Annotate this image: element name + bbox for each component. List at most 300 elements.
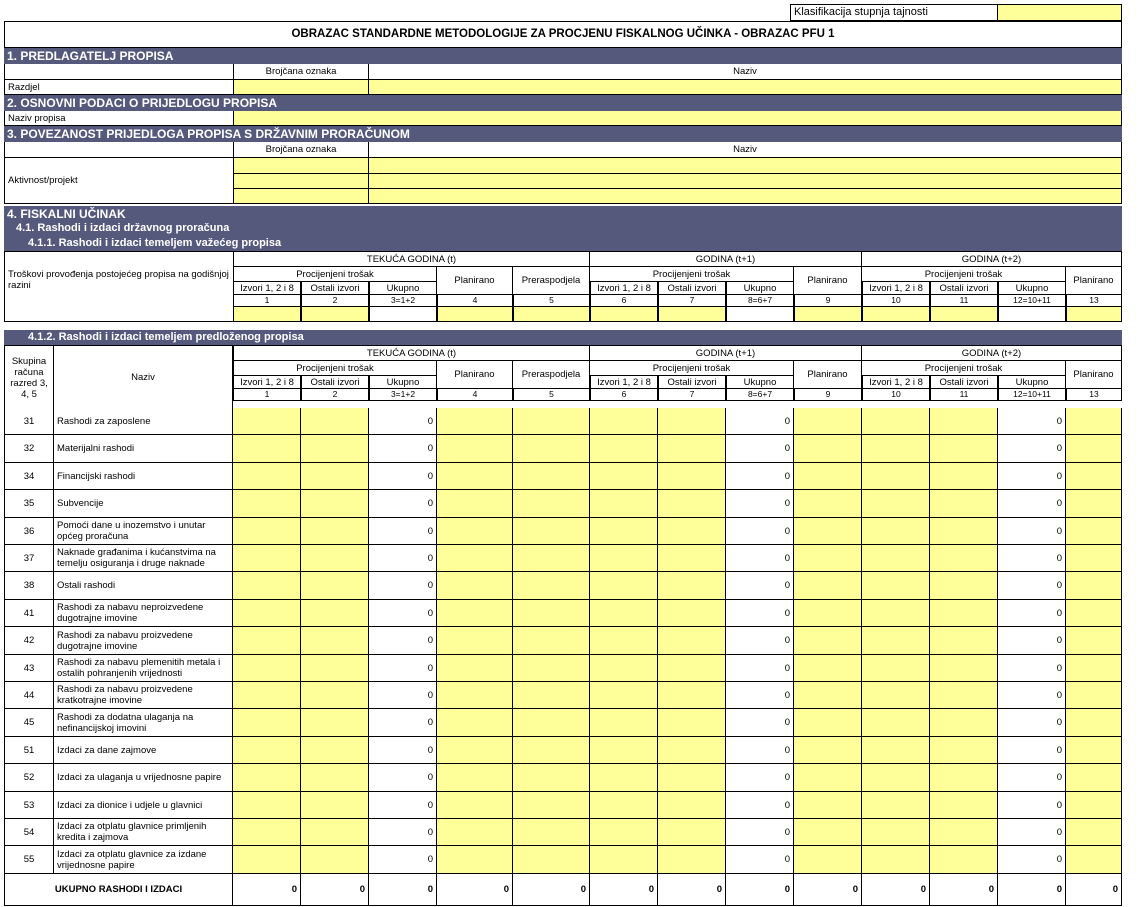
row-41-input-col-10[interactable] xyxy=(862,600,930,627)
row-42-input-col-5[interactable] xyxy=(513,627,590,655)
row-37-input-col-13[interactable] xyxy=(1066,545,1122,572)
row-53-input-col-11[interactable] xyxy=(930,792,998,819)
row-45-input-col-4[interactable] xyxy=(437,709,513,737)
t411-input-col-11[interactable] xyxy=(930,307,998,322)
aktivnost-name-input-2[interactable] xyxy=(369,173,1122,188)
t411-est-cost-t2: Procijenjeni trošak xyxy=(862,266,1066,281)
row-41-input-col-1[interactable] xyxy=(233,600,301,627)
row-44-input-col-11[interactable] xyxy=(930,682,998,709)
row-53-input-col-6[interactable] xyxy=(590,792,658,819)
row-54-input-col-2[interactable] xyxy=(301,819,369,846)
row-name-52: Izdaci za ulaganja u vrijednosne papire xyxy=(54,764,233,792)
row-42-input-col-11[interactable] xyxy=(930,627,998,655)
row-42-input-col-9[interactable] xyxy=(794,627,862,655)
t411-col-number-11: 11 xyxy=(930,294,998,307)
total-row-col-6: 0 xyxy=(590,874,658,906)
total-row-col-12: 0 xyxy=(998,874,1066,906)
t411-col-number-3: 3=1+2 xyxy=(369,294,437,307)
row-43-input-col-7[interactable] xyxy=(658,655,726,682)
row-32-input-col-6[interactable] xyxy=(590,435,658,463)
row-37-input-col-5[interactable] xyxy=(513,545,590,572)
t411-col-number-8: 8=6+7 xyxy=(726,294,794,307)
t411-subhead-0-2: Ukupno xyxy=(369,281,437,294)
row-53-input-col-9[interactable] xyxy=(794,792,862,819)
row-41-input-col-9[interactable] xyxy=(794,600,862,627)
classification-input[interactable] xyxy=(998,4,1122,21)
row-54-input-col-4[interactable] xyxy=(437,819,513,846)
row-45-input-col-13[interactable] xyxy=(1066,709,1122,737)
row-55-input-col-11[interactable] xyxy=(930,846,998,874)
row-44-input-col-4[interactable] xyxy=(437,682,513,709)
row-52-input-col-2[interactable] xyxy=(301,764,369,792)
row-34-input-col-10[interactable] xyxy=(862,463,930,490)
t411-year-t2: GODINA (t+2) xyxy=(862,251,1122,266)
row-code-43: 43 xyxy=(4,655,54,682)
t412-col-number-9: 9 xyxy=(794,388,862,401)
row-35-input-col-11[interactable] xyxy=(930,490,998,518)
row-32-input-col-10[interactable] xyxy=(862,435,930,463)
row-51-total-1: 0 xyxy=(369,737,437,764)
row-name-37: Naknade građanima i kućanstvima na temelju osiguranja i druge naknade xyxy=(54,545,233,572)
row-44-input-col-9[interactable] xyxy=(794,682,862,709)
row-43-input-col-1[interactable] xyxy=(233,655,301,682)
t412-subhead-2-2: Ukupno xyxy=(998,375,1066,388)
row-36-input-col-5[interactable] xyxy=(513,518,590,545)
row-code-52: 52 xyxy=(4,764,54,792)
row-name-41: Rashodi za nabavu neproizvedene dugotrajne imovine xyxy=(54,600,233,627)
row-42-input-col-2[interactable] xyxy=(301,627,369,655)
row-52-input-col-6[interactable] xyxy=(590,764,658,792)
row-54-input-col-13[interactable] xyxy=(1066,819,1122,846)
row-55-input-col-13[interactable] xyxy=(1066,846,1122,874)
row-36-input-col-10[interactable] xyxy=(862,518,930,545)
row-52-total-3: 0 xyxy=(998,764,1066,792)
t411-planned-t: Planirano xyxy=(437,266,513,294)
row-31-total-1: 0 xyxy=(369,408,437,435)
row-54-input-col-9[interactable] xyxy=(794,819,862,846)
row-53-input-col-10[interactable] xyxy=(862,792,930,819)
row-42-input-col-10[interactable] xyxy=(862,627,930,655)
row-51-input-col-10[interactable] xyxy=(862,737,930,764)
row-code-44: 44 xyxy=(4,682,54,709)
row-43-input-col-5[interactable] xyxy=(513,655,590,682)
row-45-input-col-11[interactable] xyxy=(930,709,998,737)
t412-est-cost-t1: Procijenjeni trošak xyxy=(590,360,794,375)
row-55-input-col-1[interactable] xyxy=(233,846,301,874)
row-51-input-col-9[interactable] xyxy=(794,737,862,764)
row-53-input-col-13[interactable] xyxy=(1066,792,1122,819)
row-36-input-col-4[interactable] xyxy=(437,518,513,545)
row-45-input-col-10[interactable] xyxy=(862,709,930,737)
row-36-input-col-2[interactable] xyxy=(301,518,369,545)
razdjel-name-input[interactable] xyxy=(369,79,1122,95)
row-38-total-1: 0 xyxy=(369,572,437,600)
row-38-input-col-10[interactable] xyxy=(862,572,930,600)
row-31-total-2: 0 xyxy=(726,408,794,435)
row-38-input-col-5[interactable] xyxy=(513,572,590,600)
row-31-input-col-1[interactable] xyxy=(233,408,301,435)
section-1-heading: 1. PREDLAGATELJ PROPISA xyxy=(4,48,1122,64)
row-44-input-col-1[interactable] xyxy=(233,682,301,709)
t411-input-col-10[interactable] xyxy=(862,307,930,322)
row-37-input-col-7[interactable] xyxy=(658,545,726,572)
row-45-total-3: 0 xyxy=(998,709,1066,737)
row-41-total-2: 0 xyxy=(726,600,794,627)
naziv-propisa-input[interactable] xyxy=(233,111,1122,126)
row-35-input-col-13[interactable] xyxy=(1066,490,1122,518)
aktivnost-code-input-3[interactable] xyxy=(233,188,369,204)
row-35-input-col-1[interactable] xyxy=(233,490,301,518)
row-42-total-1: 0 xyxy=(369,627,437,655)
row-43-input-col-4[interactable] xyxy=(437,655,513,682)
section-2-heading: 2. OSNOVNI PODACI O PRIJEDLOGU PROPISA xyxy=(4,95,1122,111)
row-38-input-col-4[interactable] xyxy=(437,572,513,600)
t411-col-number-12: 12=10+11 xyxy=(998,294,1066,307)
row-36-input-col-13[interactable] xyxy=(1066,518,1122,545)
row-31-total-3: 0 xyxy=(998,408,1066,435)
row-55-input-col-4[interactable] xyxy=(437,846,513,874)
row-32-input-col-13[interactable] xyxy=(1066,435,1122,463)
t411-input-col-1[interactable] xyxy=(233,307,301,322)
row-31-input-col-4[interactable] xyxy=(437,408,513,435)
row-44-input-col-6[interactable] xyxy=(590,682,658,709)
row-34-input-col-5[interactable] xyxy=(513,463,590,490)
section-3-heading: 3. POVEZANOST PRIJEDLOGA PROPISA S DRŽAVNIM PRORAČUNOM xyxy=(4,126,1122,142)
row-53-input-col-5[interactable] xyxy=(513,792,590,819)
row-45-input-col-1[interactable] xyxy=(233,709,301,737)
row-55-input-col-6[interactable] xyxy=(590,846,658,874)
row-35-input-col-2[interactable] xyxy=(301,490,369,518)
row-36-input-col-7[interactable] xyxy=(658,518,726,545)
aktivnost-name-input-3[interactable] xyxy=(369,188,1122,204)
razdjel-code-input[interactable] xyxy=(233,79,369,95)
row-55-input-col-7[interactable] xyxy=(658,846,726,874)
row-31-input-col-5[interactable] xyxy=(513,408,590,435)
row-54-input-col-10[interactable] xyxy=(862,819,930,846)
row-37-input-col-11[interactable] xyxy=(930,545,998,572)
row-54-input-col-7[interactable] xyxy=(658,819,726,846)
t411-col-number-4: 4 xyxy=(437,294,513,307)
t411-subhead-2-2: Ukupno xyxy=(998,281,1066,294)
section-1-col-name: Naziv xyxy=(369,64,1122,79)
row-code-55: 55 xyxy=(4,846,54,874)
row-41-input-col-13[interactable] xyxy=(1066,600,1122,627)
row-42-input-col-1[interactable] xyxy=(233,627,301,655)
row-35-total-2: 0 xyxy=(726,490,794,518)
row-51-input-col-11[interactable] xyxy=(930,737,998,764)
row-41-input-col-11[interactable] xyxy=(930,600,998,627)
row-43-input-col-11[interactable] xyxy=(930,655,998,682)
row-name-34: Financijski rashodi xyxy=(54,463,233,490)
row-53-total-2: 0 xyxy=(726,792,794,819)
t411-input-col-8[interactable] xyxy=(726,307,794,322)
row-44-input-col-7[interactable] xyxy=(658,682,726,709)
row-36-input-col-11[interactable] xyxy=(930,518,998,545)
row-52-total-2: 0 xyxy=(726,764,794,792)
row-35-input-col-9[interactable] xyxy=(794,490,862,518)
row-52-input-col-1[interactable] xyxy=(233,764,301,792)
row-32-total-3: 0 xyxy=(998,435,1066,463)
row-41-input-col-5[interactable] xyxy=(513,600,590,627)
row-name-31: Rashodi za zaposlene xyxy=(54,408,233,435)
t411-input-col-7[interactable] xyxy=(658,307,726,322)
row-41-input-col-2[interactable] xyxy=(301,600,369,627)
row-code-45: 45 xyxy=(4,709,54,737)
aktivnost-code-input-2[interactable] xyxy=(233,173,369,188)
row-37-total-1: 0 xyxy=(369,545,437,572)
row-53-input-col-4[interactable] xyxy=(437,792,513,819)
row-code-42: 42 xyxy=(4,627,54,655)
aktivnost-name-input-1[interactable] xyxy=(369,157,1122,173)
row-55-input-col-5[interactable] xyxy=(513,846,590,874)
row-31-input-col-13[interactable] xyxy=(1066,408,1122,435)
total-row-label: UKUPNO RASHODI I IZDACI xyxy=(4,874,233,906)
aktivnost-code-input-1[interactable] xyxy=(233,157,369,173)
row-54-input-col-6[interactable] xyxy=(590,819,658,846)
row-55-total-3: 0 xyxy=(998,846,1066,874)
t411-input-col-13[interactable] xyxy=(1066,307,1122,322)
row-44-total-2: 0 xyxy=(726,682,794,709)
row-45-input-col-7[interactable] xyxy=(658,709,726,737)
row-34-input-col-1[interactable] xyxy=(233,463,301,490)
row-43-input-col-13[interactable] xyxy=(1066,655,1122,682)
row-42-input-col-13[interactable] xyxy=(1066,627,1122,655)
row-53-input-col-7[interactable] xyxy=(658,792,726,819)
row-43-input-col-10[interactable] xyxy=(862,655,930,682)
row-51-input-col-2[interactable] xyxy=(301,737,369,764)
row-36-total-2: 0 xyxy=(726,518,794,545)
row-45-input-col-5[interactable] xyxy=(513,709,590,737)
row-43-input-col-6[interactable] xyxy=(590,655,658,682)
row-55-input-col-10[interactable] xyxy=(862,846,930,874)
row-code-36: 36 xyxy=(4,518,54,545)
row-34-input-col-2[interactable] xyxy=(301,463,369,490)
row-37-input-col-10[interactable] xyxy=(862,545,930,572)
row-52-input-col-13[interactable] xyxy=(1066,764,1122,792)
row-32-input-col-5[interactable] xyxy=(513,435,590,463)
t411-input-col-6[interactable] xyxy=(590,307,658,322)
t412-col-number-10: 10 xyxy=(862,388,930,401)
row-44-total-3: 0 xyxy=(998,682,1066,709)
row-43-input-col-9[interactable] xyxy=(794,655,862,682)
t412-year-t: TEKUĆA GODINA (t) xyxy=(233,345,590,360)
razdjel-label: Razdjel xyxy=(4,79,233,95)
row-36-input-col-9[interactable] xyxy=(794,518,862,545)
row-34-input-col-6[interactable] xyxy=(590,463,658,490)
row-43-input-col-2[interactable] xyxy=(301,655,369,682)
row-38-input-col-11[interactable] xyxy=(930,572,998,600)
row-code-31: 31 xyxy=(4,408,54,435)
row-53-input-col-2[interactable] xyxy=(301,792,369,819)
row-41-input-col-4[interactable] xyxy=(437,600,513,627)
row-51-input-col-13[interactable] xyxy=(1066,737,1122,764)
t412-planned-t: Planirano xyxy=(437,360,513,388)
row-34-input-col-13[interactable] xyxy=(1066,463,1122,490)
row-code-34: 34 xyxy=(4,463,54,490)
section-3-col-code: Brojčana oznaka xyxy=(233,142,369,157)
row-42-input-col-4[interactable] xyxy=(437,627,513,655)
row-51-input-col-5[interactable] xyxy=(513,737,590,764)
row-52-input-col-11[interactable] xyxy=(930,764,998,792)
row-51-input-col-6[interactable] xyxy=(590,737,658,764)
t411-col-number-9: 9 xyxy=(794,294,862,307)
row-54-input-col-11[interactable] xyxy=(930,819,998,846)
row-51-input-col-4[interactable] xyxy=(437,737,513,764)
row-32-total-2: 0 xyxy=(726,435,794,463)
t411-input-col-2[interactable] xyxy=(301,307,369,322)
row-38-input-col-7[interactable] xyxy=(658,572,726,600)
t411-col-number-7: 7 xyxy=(658,294,726,307)
row-51-total-2: 0 xyxy=(726,737,794,764)
row-37-input-col-4[interactable] xyxy=(437,545,513,572)
row-38-input-col-6[interactable] xyxy=(590,572,658,600)
t412-subhead-2-1: Ostali izvori xyxy=(930,375,998,388)
row-36-input-col-6[interactable] xyxy=(590,518,658,545)
t411-year-t1: GODINA (t+1) xyxy=(590,251,862,266)
row-name-54: Izdaci za otplatu glavnice primljenih kredita i zajmova xyxy=(54,819,233,846)
t411-input-col-3[interactable] xyxy=(369,307,437,322)
row-31-input-col-9[interactable] xyxy=(794,408,862,435)
t412-col-number-11: 11 xyxy=(930,388,998,401)
section-1-col-code: Brojčana oznaka xyxy=(233,64,369,79)
t412-planned-t2: Planirano xyxy=(1066,360,1122,388)
row-32-total-1: 0 xyxy=(369,435,437,463)
row-34-total-3: 0 xyxy=(998,463,1066,490)
row-41-input-col-6[interactable] xyxy=(590,600,658,627)
row-52-input-col-5[interactable] xyxy=(513,764,590,792)
row-35-input-col-7[interactable] xyxy=(658,490,726,518)
row-32-input-col-7[interactable] xyxy=(658,435,726,463)
t411-input-col-9[interactable] xyxy=(794,307,862,322)
t412-col-number-1: 1 xyxy=(233,388,301,401)
row-code-54: 54 xyxy=(4,819,54,846)
row-32-input-col-2[interactable] xyxy=(301,435,369,463)
row-35-input-col-5[interactable] xyxy=(513,490,590,518)
t412-col-number-13: 13 xyxy=(1066,388,1122,401)
t411-subhead-1-2: Ukupno xyxy=(726,281,794,294)
row-51-input-col-7[interactable] xyxy=(658,737,726,764)
t411-planned-t2: Planirano xyxy=(1066,266,1122,294)
row-31-input-col-2[interactable] xyxy=(301,408,369,435)
row-44-input-col-2[interactable] xyxy=(301,682,369,709)
t412-col-number-5: 5 xyxy=(513,388,590,401)
row-54-input-col-5[interactable] xyxy=(513,819,590,846)
t412-year-t2: GODINA (t+2) xyxy=(862,345,1122,360)
row-34-input-col-9[interactable] xyxy=(794,463,862,490)
row-31-input-col-10[interactable] xyxy=(862,408,930,435)
t412-subhead-2-0: Izvori 1, 2 i 8 xyxy=(862,375,930,388)
section-412-heading: 4.1.2. Rashodi i izdaci temeljem predloženog propisa xyxy=(4,330,1122,345)
row-55-input-col-9[interactable] xyxy=(794,846,862,874)
row-37-input-col-2[interactable] xyxy=(301,545,369,572)
row-37-total-2: 0 xyxy=(726,545,794,572)
row-38-input-col-1[interactable] xyxy=(233,572,301,600)
row-31-input-col-7[interactable] xyxy=(658,408,726,435)
t411-input-col-5[interactable] xyxy=(513,307,590,322)
row-34-input-col-4[interactable] xyxy=(437,463,513,490)
row-45-input-col-6[interactable] xyxy=(590,709,658,737)
row-32-input-col-9[interactable] xyxy=(794,435,862,463)
row-54-input-col-1[interactable] xyxy=(233,819,301,846)
row-34-total-1: 0 xyxy=(369,463,437,490)
total-row-col-9: 0 xyxy=(794,874,862,906)
t412-col-number-7: 7 xyxy=(658,388,726,401)
total-row-col-7: 0 xyxy=(658,874,726,906)
row-44-input-col-10[interactable] xyxy=(862,682,930,709)
row-32-input-col-1[interactable] xyxy=(233,435,301,463)
row-45-input-col-9[interactable] xyxy=(794,709,862,737)
row-52-input-col-4[interactable] xyxy=(437,764,513,792)
row-36-input-col-1[interactable] xyxy=(233,518,301,545)
row-45-total-2: 0 xyxy=(726,709,794,737)
section-411-heading: 4.1.1. Rashodi i izdaci temeljem važećeg propisa xyxy=(4,236,1122,251)
row-54-total-3: 0 xyxy=(998,819,1066,846)
t412-subhead-0-0: Izvori 1, 2 i 8 xyxy=(233,375,301,388)
row-38-input-col-9[interactable] xyxy=(794,572,862,600)
total-row-col-11: 0 xyxy=(930,874,998,906)
row-35-input-col-10[interactable] xyxy=(862,490,930,518)
t411-input-col-12[interactable] xyxy=(998,307,1066,322)
row-name-55: Izdaci za otplatu glavnice za izdane vrijednosne papire xyxy=(54,846,233,874)
row-52-input-col-7[interactable] xyxy=(658,764,726,792)
row-code-38: 38 xyxy=(4,572,54,600)
row-41-input-col-7[interactable] xyxy=(658,600,726,627)
row-44-total-1: 0 xyxy=(369,682,437,709)
row-37-input-col-9[interactable] xyxy=(794,545,862,572)
row-42-input-col-7[interactable] xyxy=(658,627,726,655)
row-51-input-col-1[interactable] xyxy=(233,737,301,764)
row-34-input-col-11[interactable] xyxy=(930,463,998,490)
total-row-col-3: 0 xyxy=(369,874,437,906)
section-3-blank xyxy=(4,142,233,157)
row-32-input-col-4[interactable] xyxy=(437,435,513,463)
t411-est-cost-t: Procijenjeni trošak xyxy=(233,266,437,281)
row-37-input-col-1[interactable] xyxy=(233,545,301,572)
row-35-input-col-4[interactable] xyxy=(437,490,513,518)
row-32-input-col-11[interactable] xyxy=(930,435,998,463)
row-36-total-1: 0 xyxy=(369,518,437,545)
t411-subhead-2-0: Izvori 1, 2 i 8 xyxy=(862,281,930,294)
t411-input-col-4[interactable] xyxy=(437,307,513,322)
row-34-total-2: 0 xyxy=(726,463,794,490)
row-31-input-col-6[interactable] xyxy=(590,408,658,435)
row-name-32: Materijalni rashodi xyxy=(54,435,233,463)
row-45-input-col-2[interactable] xyxy=(301,709,369,737)
row-name-45: Rashodi za dodatna ulaganja na nefinancijskoj imovini xyxy=(54,709,233,737)
row-41-total-1: 0 xyxy=(369,600,437,627)
row-53-input-col-1[interactable] xyxy=(233,792,301,819)
row-44-input-col-13[interactable] xyxy=(1066,682,1122,709)
total-row-col-10: 0 xyxy=(862,874,930,906)
row-42-total-2: 0 xyxy=(726,627,794,655)
row-41-total-3: 0 xyxy=(998,600,1066,627)
row-38-input-col-2[interactable] xyxy=(301,572,369,600)
row-38-input-col-13[interactable] xyxy=(1066,572,1122,600)
t412-subhead-1-1: Ostali izvori xyxy=(658,375,726,388)
row-55-input-col-2[interactable] xyxy=(301,846,369,874)
row-36-total-3: 0 xyxy=(998,518,1066,545)
row-44-input-col-5[interactable] xyxy=(513,682,590,709)
row-42-input-col-6[interactable] xyxy=(590,627,658,655)
row-37-input-col-6[interactable] xyxy=(590,545,658,572)
row-52-input-col-10[interactable] xyxy=(862,764,930,792)
t411-col-number-13: 13 xyxy=(1066,294,1122,307)
row-31-input-col-11[interactable] xyxy=(930,408,998,435)
row-35-input-col-6[interactable] xyxy=(590,490,658,518)
row-52-input-col-9[interactable] xyxy=(794,764,862,792)
row-54-total-1: 0 xyxy=(369,819,437,846)
row-34-input-col-7[interactable] xyxy=(658,463,726,490)
